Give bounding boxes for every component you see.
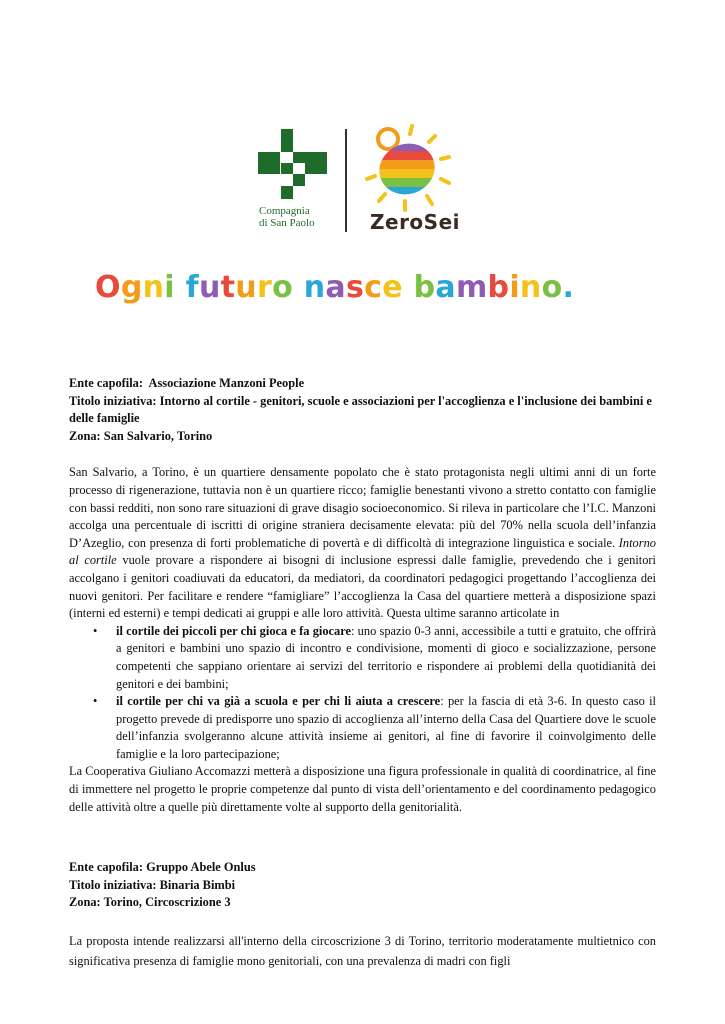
section2: [69, 859, 656, 971]
logo-divider: [345, 129, 347, 232]
ente-label: Ente capofila:: [69, 376, 143, 390]
slogan-letter: t: [220, 270, 236, 305]
slogan-letter: n: [303, 270, 326, 305]
section1-paragraph-1: [69, 464, 656, 622]
slogan-letter: a: [435, 270, 456, 305]
zona-value: San Salvario, Torino: [103, 428, 213, 443]
section2-header: [69, 859, 656, 912]
titolo-value: Binaria Bimbi: [159, 877, 236, 892]
slogan-letter: i: [164, 270, 175, 305]
slogan-letter: .: [562, 270, 575, 305]
slogan-letter: [403, 268, 414, 308]
titolo-label: Titolo iniziativa:: [69, 877, 157, 892]
slogan-letter: [293, 268, 304, 308]
para1-text-b: vuole provare a rispondere ai bisogni di inclusione espressi dalle famiglie, prevedendo che i genitori accolgano i genitori coadiuvati da educatori, da mediatori, da coordinatori pedagogici progettando l’accoglienza dei nuovi genitori. Per facilitare e rendere “famigliare” l’accoglienza la Casa del quartiere metterà a disposizione spazi (interni ed esterni) e tempi dedicati ai gruppi e alle loro attività. Questa ultime saranno articolate in: [69, 553, 656, 621]
bullet-text: : uno spazio 0-3 anni, accessibile a tutti e gratuito, che offrirà a genitori e bambini uno spazio di incontro e condivisione, momenti di gioco e socializzazione, persone competenti che sappiano orientare ai servizi del territorio e rispondere ai problemi della quotidianità dei genitori e dei bambini;: [116, 623, 656, 691]
slogan-letter: m: [455, 270, 488, 305]
para1-italic-title: Intorno al cortile: [69, 535, 656, 568]
compagnia-di-san-paolo-logo: [258, 129, 328, 199]
slogan-letter: u: [198, 270, 221, 305]
bullet-bold: il cortile per chi va già a scuola e per chi li aiuta a crescere: [116, 694, 441, 709]
compagnia-logo-line-1: Compagnia: [259, 205, 310, 217]
bullet-bold: il cortile dei piccoli per chi gioca e fa giocare: [116, 623, 352, 638]
slogan-letter: a: [325, 270, 346, 305]
slogan-letter: r: [256, 270, 273, 305]
slogan-letter: i: [509, 270, 520, 305]
compagnia-logo-line-2: di San Paolo: [259, 217, 315, 229]
section2-paragraph-1: La proposta intende realizzarsi all'interno della circoscrizione 3 di Torino, territorio moderatamente multietnico con significativa presenza di famiglie mono genitoriali, con una prevalenza di madri con figli: [69, 934, 656, 969]
section1-paragraph-2: La Cooperativa Giuliano Accomazzi metterà a disposizione una figura professionale in qualità di coordinatrice, al fine di immettere nel progetto le proprie competenze dal punto di vista dell’orientamento e del coordinamento pedagogico delle attività oltre a quelle più direttamente volte al supporto della genitorialità.: [69, 764, 656, 814]
bullet-item: [116, 693, 656, 763]
slogan-letter: n: [519, 270, 542, 305]
slogan: [95, 268, 635, 308]
ente-value: Associazione Manzoni People: [148, 376, 305, 390]
section1-bullet-list: [69, 623, 656, 764]
slogan-letter: o: [541, 270, 563, 305]
zerosei-wordmark: ZeroSei: [370, 210, 460, 234]
section2-ente-line: [69, 859, 656, 877]
titolo-label: Titolo iniziativa:: [69, 393, 157, 408]
slogan-letter: n: [142, 270, 165, 305]
section1-header: [69, 375, 656, 445]
slogan-letter: e: [382, 270, 403, 305]
compagnia-logo-text: [259, 205, 315, 229]
para1-text-a: San Salvario, a Torino, è un quartiere densamente popolato che è stato protagonista negli ultimi anni di un forte processo di rigenerazione, tuttavia non è un quartiere ricco; famiglie benestanti vivono a stretto contatto con famiglie con bassi redditi, non sono rare situazioni di grave disagio socioeconomico. Si rileva in particolare che l’I.C. Manzoni accolga una percentuale di iscritti di origine straniera decisamente elevata: più del 70% nella scuola dell’infanzia D’Azeglio, con presenza di forti problematiche di povertà e di difficoltà di integrazione linguistica e sociale.: [69, 465, 656, 550]
slogan-letter: u: [235, 270, 257, 305]
zona-label: Zona:: [69, 428, 101, 443]
section1-ente-line: [69, 375, 656, 393]
section1-zona-line: [69, 428, 656, 446]
section2-titolo-line: [69, 877, 656, 895]
slogan-letter: b: [413, 270, 436, 305]
ente-value: Gruppo Abele Onlus: [146, 860, 256, 875]
document-body: [69, 375, 656, 971]
slogan-letter: o: [272, 270, 293, 305]
section1-titolo-line: [69, 393, 656, 428]
slogan-letter: O: [95, 270, 121, 305]
slogan-letter: b: [487, 270, 510, 305]
slogan-letter: f: [185, 270, 199, 305]
slogan-letter: s: [345, 270, 365, 305]
slogan-letter: g: [120, 270, 143, 305]
zerosei-sun-logo: [365, 124, 465, 214]
slogan-letter: c: [364, 270, 383, 305]
titolo-value: Intorno al cortile - genitori, scuole e associazioni per l'accoglienza e l'inclusione dei bambini e delle famiglie: [69, 393, 652, 426]
section2-zona-line: [69, 894, 656, 912]
zona-value: Torino, Circoscrizione 3: [103, 895, 231, 910]
ente-label: Ente capofila:: [69, 860, 143, 875]
bullet-text: : per la fascia di età 3-6. In questo caso il progetto prevede di predisporre uno spazio di accoglienza all’interno della Casa del Quartiere dove le scuole dell’infanzia svolgeranno alcune attività insieme ai genitori, al fine di favorire il coinvolgimento delle famiglie e la loro partecipazione;: [116, 694, 656, 761]
slogan-letter: [175, 268, 186, 308]
bullet-item: [116, 623, 656, 693]
zona-label: Zona:: [69, 895, 101, 910]
